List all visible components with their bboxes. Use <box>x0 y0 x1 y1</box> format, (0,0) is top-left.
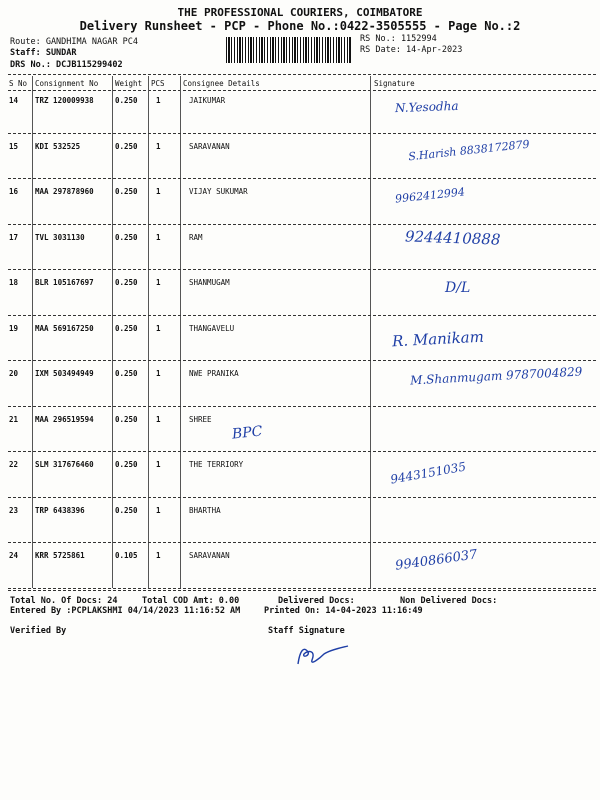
row-sno: 24 <box>9 551 19 560</box>
col-header-pcs: PCS <box>151 79 165 88</box>
row-signature: R. Manikam <box>391 327 485 350</box>
col-header-consignment: Consignment No <box>35 79 99 88</box>
column-divider <box>32 76 33 588</box>
row-sno: 22 <box>9 460 19 469</box>
row-separator <box>8 269 596 270</box>
col-header-weight: Weight <box>115 79 143 88</box>
row-consignee: JAIKUMAR <box>189 96 226 105</box>
row-separator <box>8 178 596 179</box>
row-consignee: THE TERRIORY <box>189 460 244 469</box>
row-weight: 0.250 <box>115 369 138 378</box>
row-weight: 0.250 <box>115 414 138 424</box>
row-pcs: 1 <box>156 505 161 515</box>
entered-by: Entered By :PCPLAKSHMI 04/14/2023 11:16:52 AM <box>10 606 241 616</box>
row-consignment-no: IXM 503494949 <box>35 369 94 378</box>
row-sno: 21 <box>9 414 19 424</box>
column-divider <box>112 76 113 588</box>
header-bottom-rule <box>8 90 596 91</box>
handwritten-note: BPC <box>231 423 264 443</box>
staff-signature-label: Staff Signature <box>268 626 345 636</box>
row-signature: S.Harish 8838172879 <box>407 137 531 163</box>
col-header-sno: S No <box>9 79 28 88</box>
col-header-consignee: Consignee Details <box>183 79 260 88</box>
row-consignment-no: MAA 296519594 <box>35 414 94 424</box>
row-sno: 19 <box>9 323 19 333</box>
row-pcs: 1 <box>156 187 161 196</box>
row-separator <box>8 315 596 316</box>
route-label: Route: GANDHIMA NAGAR PC4 <box>10 37 138 47</box>
row-separator <box>8 542 596 543</box>
row-consignment-no: TVL 3031130 <box>35 232 85 242</box>
row-sno: 14 <box>9 96 19 105</box>
row-consignee: NWE PRANIKA <box>189 369 239 378</box>
row-consignee: THANGAVELU <box>189 323 235 333</box>
row-sno: 16 <box>9 187 19 196</box>
footer-rule <box>8 590 596 591</box>
row-consignment-no: TRP 6438396 <box>35 505 85 515</box>
row-separator <box>8 451 596 452</box>
staff-signature-scribble <box>290 640 350 670</box>
header-top-rule <box>8 74 596 75</box>
row-signature: 9962412994 <box>394 185 466 206</box>
row-weight: 0.105 <box>115 551 138 560</box>
row-consignment-no: KDI 532525 <box>35 141 81 151</box>
row-weight: 0.250 <box>115 232 138 242</box>
row-consignee: SHANMUGAM <box>189 278 230 287</box>
column-divider <box>148 76 149 588</box>
drs-number: DRS No.: DCJB115299402 <box>10 60 123 70</box>
row-consignment-no: SLM 317676460 <box>35 460 94 469</box>
total-cod: Total COD Amt: 0.00 <box>142 596 240 606</box>
row-pcs: 1 <box>156 96 161 105</box>
row-consignment-no: TRZ 120009938 <box>35 96 94 105</box>
row-pcs: 1 <box>156 460 161 469</box>
barcode <box>226 37 351 63</box>
row-separator <box>8 406 596 407</box>
rs-date: RS Date: 14-Apr-2023 <box>360 45 463 55</box>
row-signature: M.Shanmugam 9787004829 <box>409 364 583 388</box>
runsheet-subtitle: Delivery Runsheet - PCP - Phone No.:0422-3505555 - Page No.:2 <box>79 19 521 33</box>
row-weight: 0.250 <box>115 505 138 515</box>
row-sno: 20 <box>9 369 19 378</box>
row-pcs: 1 <box>156 323 161 333</box>
row-separator <box>8 497 596 498</box>
row-weight: 0.250 <box>115 278 138 287</box>
row-consignee: SHREE <box>189 414 212 424</box>
row-weight: 0.250 <box>115 96 138 105</box>
row-consignee: SARAVANAN <box>189 551 230 560</box>
row-sno: 18 <box>9 278 19 287</box>
row-separator <box>8 224 596 225</box>
row-consignee: RAM <box>189 232 203 242</box>
row-separator <box>8 133 596 134</box>
row-separator <box>8 360 596 361</box>
row-consignment-no: MAA 569167250 <box>35 323 94 333</box>
row-sno: 17 <box>9 232 19 242</box>
staff-label: Staff: SUNDAR <box>10 48 77 58</box>
row-weight: 0.250 <box>115 141 138 151</box>
row-pcs: 1 <box>156 278 161 287</box>
row-signature: 9244410888 <box>404 226 501 249</box>
row-consignment-no: KRR 5725861 <box>35 551 85 560</box>
row-sno: 15 <box>9 141 19 151</box>
verified-by: Verified By <box>10 626 67 636</box>
rs-number: RS No.: 1152994 <box>360 34 437 44</box>
column-divider <box>370 76 371 588</box>
row-signature: 9443151035 <box>389 459 467 487</box>
row-weight: 0.250 <box>115 460 138 469</box>
delivered-docs: Delivered Docs: <box>278 596 355 606</box>
company-title: THE PROFESSIONAL COURIERS, COIMBATORE <box>177 6 423 19</box>
col-header-signature: Signature <box>374 79 415 88</box>
row-signature: N.Yesodha <box>394 98 459 116</box>
row-consignment-no: MAA 297878960 <box>35 187 94 196</box>
row-separator <box>8 588 596 589</box>
row-signature: 9940866037 <box>394 547 479 574</box>
row-consignee: BHARTHA <box>189 505 221 515</box>
row-pcs: 1 <box>156 369 161 378</box>
row-consignee: VIJAY SUKUMAR <box>189 187 248 196</box>
row-consignee: SARAVANAN <box>189 141 230 151</box>
row-pcs: 1 <box>156 141 161 151</box>
non-delivered-docs: Non Delivered Docs: <box>400 596 498 606</box>
row-pcs: 1 <box>156 232 161 242</box>
row-pcs: 1 <box>156 551 161 560</box>
printed-on: Printed On: 14-04-2023 11:16:49 <box>264 606 423 616</box>
row-weight: 0.250 <box>115 323 138 333</box>
row-pcs: 1 <box>156 414 161 424</box>
column-divider <box>180 76 181 588</box>
row-sno: 23 <box>9 505 19 515</box>
total-docs: Total No. Of Docs: 24 <box>10 596 118 606</box>
row-weight: 0.250 <box>115 187 138 196</box>
row-signature: D/L <box>445 280 471 296</box>
row-consignment-no: BLR 105167697 <box>35 278 94 287</box>
